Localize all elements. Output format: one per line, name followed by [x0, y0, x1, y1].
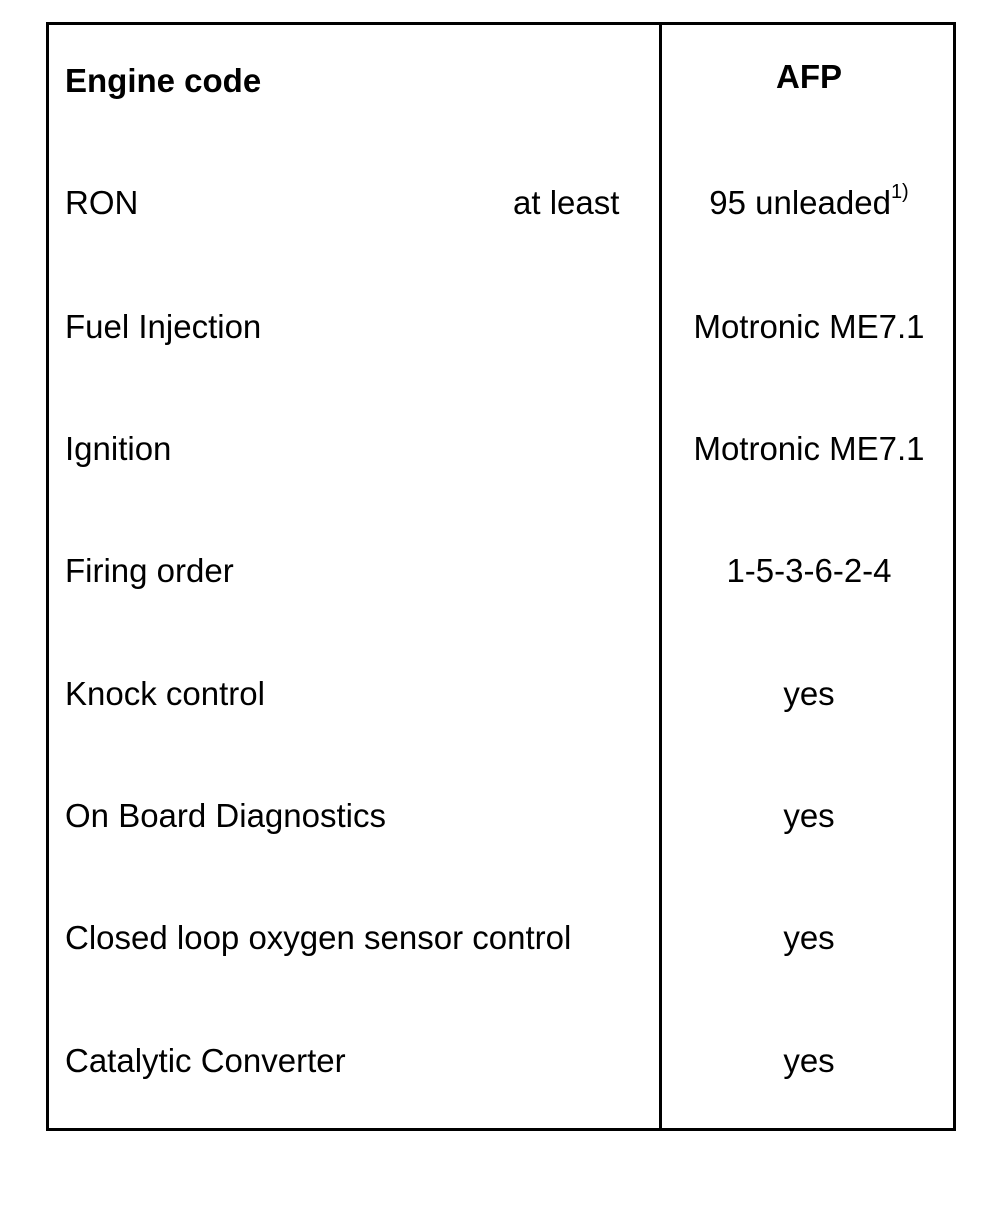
- footnote-marker: 1): [890, 181, 909, 203]
- row-value: yes: [783, 919, 835, 956]
- row-label: On Board Diagnostics: [65, 797, 386, 834]
- row-value: 1-5-3-6-2-4: [726, 552, 892, 589]
- row-label: Knock control: [65, 675, 265, 712]
- row-value: yes: [783, 675, 835, 712]
- row-qualifier: at least: [513, 184, 620, 221]
- row-label: Catalytic Converter: [65, 1042, 346, 1079]
- row-value: yes: [783, 797, 835, 834]
- table-row: [49, 169, 953, 229]
- table-row: [49, 537, 953, 597]
- row-label: Fuel Injection: [65, 308, 262, 345]
- table-row: [49, 415, 953, 475]
- row-value: Motronic ME7.1: [693, 430, 925, 467]
- table-row: [49, 293, 953, 353]
- value-text: 95 unleaded: [709, 184, 891, 221]
- table-row: [49, 782, 953, 842]
- row-value: [662, 183, 956, 223]
- table-header-row: [49, 45, 953, 105]
- row-label: Ignition: [65, 430, 172, 467]
- row-label: Firing order: [65, 552, 234, 589]
- row-value: Motronic ME7.1: [693, 308, 925, 345]
- row-label: RON: [65, 184, 139, 221]
- engine-spec-table: [46, 22, 956, 1131]
- table-row: [49, 1027, 953, 1087]
- header-value: AFP: [776, 58, 842, 95]
- row-value: yes: [783, 1042, 835, 1079]
- row-label: Closed loop oxygen sensor control: [65, 919, 572, 956]
- table-row: [49, 904, 953, 964]
- header-label: Engine code: [65, 62, 262, 99]
- table-row: [49, 660, 953, 720]
